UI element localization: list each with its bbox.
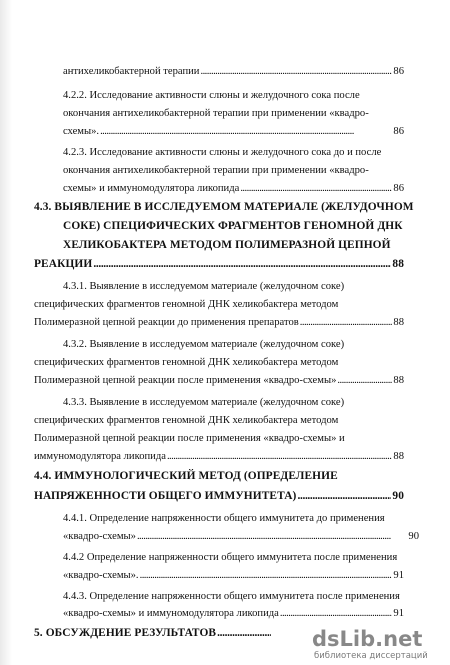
toc-entry-441-line1: 4.4.1. Определение напряженности общего иммунитета до применения	[63, 513, 385, 524]
toc-entry-421-tail	[63, 65, 404, 78]
toc-page-number: 91	[393, 570, 404, 581]
toc-entry-432-line1: 4.3.2. Выявление в исследуемом материале (желудочном соке)	[63, 339, 345, 350]
toc-entry-433-line3: Полимеразной цепной реакции после применения «квадро-схемы» и	[34, 433, 345, 444]
toc-entry-text: Полимеразной цепной реакции до применения препаратов	[34, 317, 299, 328]
toc-entry-433-line1: 4.3.3. Выявление в исследуемом материале (желудочном соке)	[63, 397, 345, 408]
toc-entry-423-line3	[63, 182, 404, 195]
toc-entry-443-line1: 4.4.3. Определение напряженности общего иммунитета после применения	[63, 591, 400, 602]
toc-page-number: 91	[393, 608, 404, 619]
toc-entry-422-line3	[63, 125, 404, 138]
toc-entry-text: «квадро-схемы».	[63, 570, 139, 581]
toc-entry-text: Полимеразной цепной реакции после применения «квадро-схемы»	[34, 375, 337, 386]
toc-entry-text: 5. ОБСУЖДЕНИЕ РЕЗУЛЬТАТОВ	[34, 627, 217, 639]
toc-entry-text: НАПРЯЖЕННОСТИ ОБЩЕГО ИММУНИТЕТА)	[34, 490, 297, 502]
watermark-logo: dsLib.net	[312, 627, 423, 651]
toc-page-number: 90	[392, 490, 404, 502]
toc-entry-text: иммуномодулятора ликопида	[34, 451, 166, 462]
toc-entry-431-line1: 4.3.1. Выявление в исследуемом материале (желудочном соке)	[63, 281, 345, 292]
toc-entry-422-line1: 4.2.2. Исследование активности слюны и желудочного сока после	[63, 90, 360, 101]
toc-entry-text: РЕАКЦИИ	[34, 258, 93, 270]
toc-entry-423-line1: 4.2.3. Исследование активности слюны и желудочного сока до и после	[63, 147, 382, 158]
toc-heading-5	[34, 627, 272, 640]
toc-entry-text: антихеликобактерной терапии	[63, 66, 200, 77]
toc-page-number: 86	[393, 126, 404, 137]
toc-entry-441-line2	[63, 530, 419, 543]
toc-entry-text: схемы» и иммуномодулятора ликопида	[63, 183, 240, 194]
toc-entry-432-line3	[34, 374, 404, 387]
toc-page-number: 88	[393, 375, 404, 386]
toc-entry-432-line2: специфических фрагментов геномной ДНК хеликобактера методом	[34, 357, 339, 368]
toc-heading-44-line2	[34, 490, 404, 503]
toc-entry-text: схемы».	[63, 126, 100, 137]
toc-entry-433-line4	[34, 450, 404, 463]
toc-page-number: 88	[393, 451, 404, 462]
toc-entry-442-line1: 4.4.2 Определение напряженности общего иммунитета после применения	[63, 552, 398, 563]
dslib-watermark	[312, 629, 444, 661]
toc-entry-423-line2: окончания антихеликобактерной терапии при применении «квадро-	[63, 165, 369, 176]
toc-entry-422-line2: окончания антихеликобактерной терапии при применении «квадро-	[63, 108, 369, 119]
toc-page-number: 86	[393, 183, 404, 194]
toc-entry-431-line2: специфических фрагментов геномной ДНК хеликобактера методом	[34, 299, 339, 310]
toc-heading-43-line4	[34, 258, 404, 271]
toc-entry-431-line3	[34, 316, 404, 329]
toc-entry-442-line2	[63, 569, 404, 582]
toc-heading-43-line2: СОКЕ) СПЕЦИФИЧЕСКИХ ФРАГМЕНТОВ ГЕНОМНОЙ ДНК	[63, 220, 403, 232]
toc-page-number: 88	[392, 258, 404, 270]
scan-edge-shadow	[0, 0, 12, 665]
toc-entry-433-line2: специфических фрагментов геномной ДНК хеликобактера методом	[34, 415, 339, 426]
toc-entry-text: «квадро-схемы» и иммуномодулятора ликопида	[63, 608, 279, 619]
toc-page-number: 86	[393, 66, 404, 77]
toc-entry-443-line2	[63, 607, 404, 620]
toc-page-number: 90	[408, 531, 419, 542]
watermark-subtitle: библиотека диссертаций	[314, 651, 428, 661]
toc-heading-43-line3: ХЕЛИКОБАКТЕРА МЕТОДОМ ПОЛИМЕРАЗНОЙ ЦЕПНОЙ	[63, 239, 391, 251]
toc-heading-43-line1: 4.3. ВЫЯВЛЕНИЕ В ИССЛЕДУЕМОМ МАТЕРИАЛЕ (ЖЕЛУДОЧНОМ	[34, 201, 414, 213]
toc-entry-text: «квадро-схемы»	[63, 531, 136, 542]
toc-heading-44-line1: 4.4. ИММУНОЛОГИЧЕСКИЙ МЕТОД (ОПРЕДЕЛЕНИЕ	[34, 470, 338, 482]
toc-page-number: 88	[393, 317, 404, 328]
